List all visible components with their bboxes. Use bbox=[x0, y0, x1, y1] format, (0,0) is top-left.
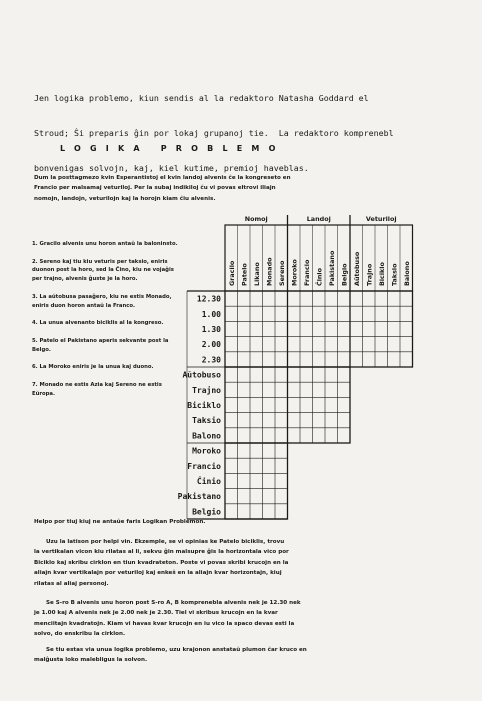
column-header: Gracilo bbox=[227, 260, 236, 286]
column-header: Trajno bbox=[365, 263, 374, 286]
column-header: Balono bbox=[402, 261, 411, 286]
lead-line: nomojn, landojn, veturilojn kaj la horojn kiam ĉiu alvenis. bbox=[34, 195, 216, 202]
row-label: Belgio bbox=[192, 507, 221, 517]
row-label: Trajno bbox=[192, 385, 221, 395]
grid-block bbox=[225, 291, 413, 367]
row-label: Francio bbox=[187, 461, 221, 471]
help-paragraph-1 bbox=[34, 537, 464, 589]
intro-line: bonvenigas solvojn, kaj, kiel kutime, premioj haveblas. bbox=[34, 162, 309, 173]
row-label: Biciklo bbox=[187, 401, 221, 410]
clue-2: 2. Sereno kaj tiu kiu veturis per taksio, eniris duonon post la horo, sed la Ĉino, kiu ne vojaĝis per trajno, alvenis ĝuste je la horo. bbox=[32, 258, 174, 283]
column-header: Pakistano bbox=[327, 250, 336, 286]
column-header: Ĉinio bbox=[315, 267, 324, 286]
help-line: Se tiu estas via unua logika problemo, uzu krajonon anstataŭ plumon ĉar kruco en bbox=[46, 647, 307, 653]
clue-3: 3. La aŭtobusa pasaĝero, kiu ne estis Monado, eniris duon horon antaŭ la Franco. bbox=[32, 293, 172, 309]
group-header: Veturiloj bbox=[365, 215, 397, 223]
lead-line: Francio per malsamaj veturiloj. Per la subaj indikiloj ĉu vi povas eltrovi iliajn bbox=[34, 185, 276, 192]
row-label: Pakistano bbox=[177, 492, 221, 502]
clue-4: 4. La unua alvenanto biciklis al la kongreso. bbox=[32, 320, 164, 327]
clue-6: 6. La Moroko eniris je la unua kaj duono. bbox=[32, 364, 154, 371]
help-line: Uzu la latison por helpi vin. Ekzemple, se vi opinias ke Patelo biciklis, trovu bbox=[46, 539, 285, 545]
grid-block bbox=[225, 443, 288, 519]
row-label: 1.30 bbox=[201, 325, 221, 334]
help-title bbox=[34, 517, 464, 527]
row-label: 2.30 bbox=[201, 355, 221, 365]
column-header: Monado bbox=[265, 257, 274, 286]
intro-line: Jen logika problemo, kiun sendis al la redaktoro Natasha Goddard el bbox=[34, 93, 369, 104]
help-line: rilatas al aliaj personoj. bbox=[34, 580, 109, 587]
lead-line: Dum la posttagmezo kvin Esperantistoj el kvin landoj alvenis ĉe la kongreseto en bbox=[34, 175, 291, 181]
help-line: Se S-ro B alvenis unu horon post S-ro A, B komprenebla alvenis nek je 12.30 nek bbox=[46, 600, 301, 606]
column-header: Patelo bbox=[240, 263, 249, 286]
help-heading: Helpo por tiuj kiuj ne antaŭe faris Logikan Problemon. bbox=[34, 519, 206, 525]
help-line: la vertikalan vicon kiu rilatas al li, sekvu ĝin malsupre ĝis la horizontala vico por bbox=[34, 549, 289, 556]
intro-line: Stroud; Ŝi preparis ĝin por lokaj grupanoj tie. La redaktoro komprenebl bbox=[34, 127, 394, 138]
page-title: LOGIKA PROBLEMO bbox=[60, 144, 285, 153]
clue-1: 1. Gracilo alvenis unu horon antaŭ la baloninsto. bbox=[32, 241, 178, 247]
group-header: Landoj bbox=[306, 215, 331, 223]
row-label: 12.30 bbox=[196, 294, 221, 304]
help-line: malĝusta loko malebligus la solvon. bbox=[34, 657, 148, 664]
help-paragraph-3 bbox=[34, 645, 464, 666]
help-line: aliajn kvar vertikalajn por veturiloj kaj enkeš en la aliajn kvar horizontajn, kiuj bbox=[34, 570, 282, 577]
group-header: Nomoj bbox=[244, 215, 268, 223]
help-line: solvo, do enskribu la cirklon. bbox=[34, 631, 126, 638]
row-label: Taksio bbox=[192, 416, 221, 426]
row-label: Ĉinio bbox=[196, 477, 221, 486]
row-label: Aŭtobuso bbox=[182, 370, 221, 380]
clue-7: 7. Monado ne estis Azia kaj Sereno ne estis Eŭropa. bbox=[32, 382, 162, 397]
row-label: 1.00 bbox=[201, 309, 221, 319]
help-line: menciitajn kvadratojn. Kiam vi havas kvar krucojn en iu vico la spaco devas esti la bbox=[34, 620, 295, 627]
column-header: Sereno bbox=[277, 260, 286, 286]
help-line: Biciklo kaj skribu cirklon en tiun kvadrateton. Poste vi povas skribi krucojn en la bbox=[34, 559, 289, 566]
column-header: Francio bbox=[302, 259, 311, 286]
column-header: Biciklo bbox=[377, 262, 386, 286]
help-line: je 1.00 kaj A alvenis nek je 2.00 nek je 2.30. Tiel vi skribus krucojn en la kvar bbox=[34, 610, 278, 617]
help-paragraph-2 bbox=[34, 598, 464, 640]
row-label: Moroko bbox=[192, 446, 221, 456]
column-header: Aŭtobuso bbox=[352, 251, 361, 286]
column-header: Taksio bbox=[390, 263, 399, 286]
row-label: 2.00 bbox=[201, 340, 221, 350]
row-label: Balono bbox=[192, 431, 221, 441]
column-header: Belgio bbox=[340, 263, 349, 286]
clue-5: 5. Patelo el Pakistano aperis sekvante post la Belgo. bbox=[32, 337, 169, 353]
column-header: Likano bbox=[252, 262, 261, 286]
column-header: Moroko bbox=[290, 259, 299, 286]
